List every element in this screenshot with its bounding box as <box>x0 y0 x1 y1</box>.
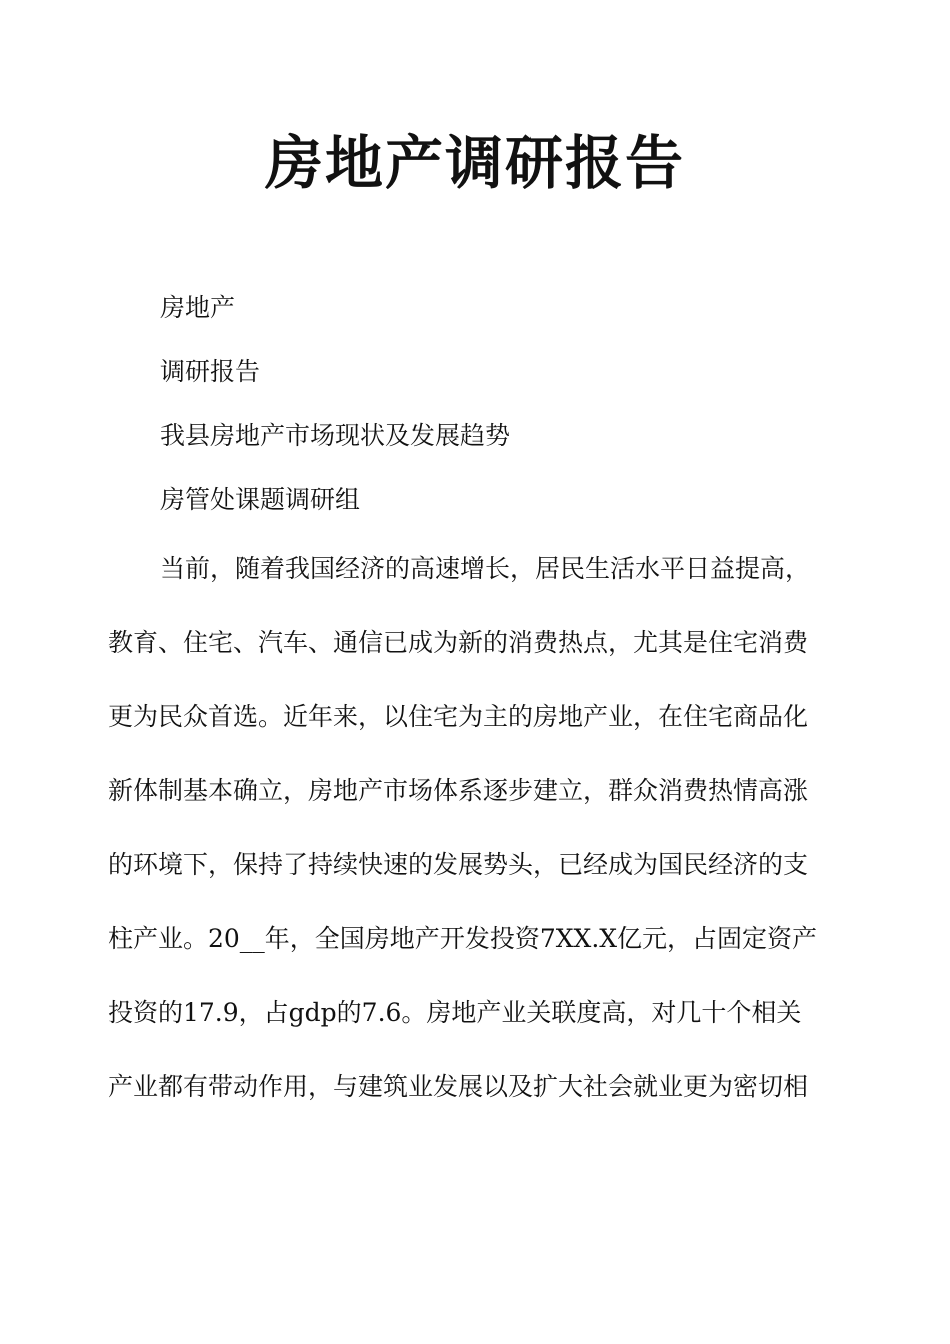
heading-line-2: 调研报告 <box>160 357 261 386</box>
body-line-3: 更为民众首选。近年来，以住宅为主的房地产业，在住宅商品化 <box>108 702 809 731</box>
body-line-6: 柱产业。20__年，全国房地产开发投资7XX.X亿元，占固定资产 <box>108 924 818 953</box>
heading-line-1: 房地产 <box>160 293 236 322</box>
document-title: 房地产调研报告 <box>264 129 685 197</box>
body-line-4: 新体制基本确立，房地产市场体系逐步建立，群众消费热情高涨 <box>108 776 809 805</box>
body-line-8: 产业都有带动作用，与建筑业发展以及扩大社会就业更为密切相 <box>108 1072 809 1101</box>
body-line-1: 当前，随着我国经济的高速增长，居民生活水平日益提高， <box>160 554 811 583</box>
body-paragraph <box>108 532 828 1124</box>
heading-line-3: 我县房地产市场现状及发展趋势 <box>160 421 511 450</box>
body-line-5: 的环境下，保持了持续快速的发展势头，已经成为国民经济的支 <box>108 850 809 879</box>
body-line-7: 投资的17.9，占gdp的7.6。房地产业关联度高，对几十个相关 <box>108 998 802 1027</box>
body-line-2: 教育、住宅、汽车、通信已成为新的消费热点，尤其是住宅消费 <box>108 628 809 657</box>
heading-line-4: 房管处课题调研组 <box>160 485 361 514</box>
heading-lines <box>160 276 860 532</box>
